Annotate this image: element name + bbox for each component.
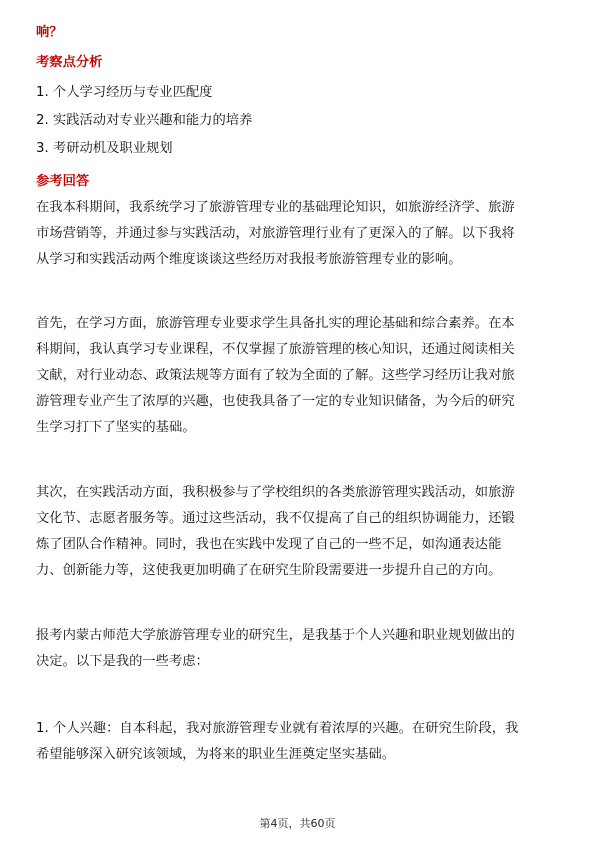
- page-number-footer: 第4页，共60页: [259, 817, 336, 830]
- paragraph-line: 游管理专业产生了浓厚的兴趣，也使我具备了一定的专业知识储备，为今后的研究: [36, 394, 515, 409]
- continued-heading-fragment: 响？: [36, 25, 63, 40]
- analysis-item: 1. 个人学习经历与专业匹配度: [36, 85, 213, 100]
- paragraph-line: 文献，对行业动态、政策法规等方面有了较为全面的了解。这些学习经历让我对旅: [36, 368, 515, 383]
- paragraph-line: 文化节、志愿者服务等。通过这些活动，我不仅提高了自己的组织协调能力，还锻: [36, 511, 515, 526]
- paragraph-line: 报考内蒙古师范大学旅游管理专业的研究生，是我基于个人兴趣和职业规划做出的: [36, 628, 515, 643]
- paragraph-line: 首先，在学习方面，旅游管理专业要求学生具备扎实的理论基础和综合素养。在本: [36, 316, 515, 331]
- analysis-heading: 考察点分析: [36, 55, 103, 70]
- answer-paragraph-1: [36, 195, 560, 273]
- paragraph-line: 其次，在实践活动方面，我积极参与了学校组织的各类旅游管理实践活动，如旅游: [36, 485, 515, 500]
- answer-paragraph-5: [36, 716, 560, 768]
- answer-paragraph-2: [36, 311, 560, 441]
- paragraph-line: 决定。以下是我的一些考虑：: [36, 654, 209, 669]
- paragraph-line: 科期间，我认真学习专业课程，不仅掌握了旅游管理的核心知识，还通过阅读相关: [36, 342, 515, 357]
- answer-heading: 参考回答: [36, 174, 90, 189]
- paragraph-line: 炼了团队合作精神。同时，我也在实践中发现了自己的一些不足，如沟通表达能: [36, 537, 502, 552]
- analysis-item: 2. 实践活动对专业兴趣和能力的培养: [36, 113, 253, 128]
- paragraph-line: 力、创新能力等，这使我更加明确了在研究生阶段需要进一步提升自己的方向。: [36, 563, 502, 578]
- paragraph-line: 市场营销等，并通过参与实践活动，对旅游管理行业有了更深入的了解。以下我将: [36, 226, 515, 241]
- answer-paragraph-4: [36, 623, 560, 675]
- paragraph-line: 在我本科期间，我系统学习了旅游管理专业的基础理论知识，如旅游经济学、旅游: [36, 200, 515, 215]
- paragraph-line: 从学习和实践活动两个维度谈谈这些经历对我报考旅游管理专业的影响。: [36, 252, 462, 267]
- answer-paragraph-3: [36, 480, 560, 584]
- analysis-item: 3. 考研动机及职业规划: [36, 141, 173, 156]
- paragraph-line: 生学习打下了坚实的基础。: [36, 420, 196, 435]
- paragraph-line: 1. 个人兴趣：自本科起，我对旅游管理专业就有着浓厚的兴趣。在研究生阶段，我: [36, 721, 519, 736]
- paragraph-line: 希望能够深入研究该领域，为将来的职业生涯奠定坚实基础。: [36, 747, 396, 762]
